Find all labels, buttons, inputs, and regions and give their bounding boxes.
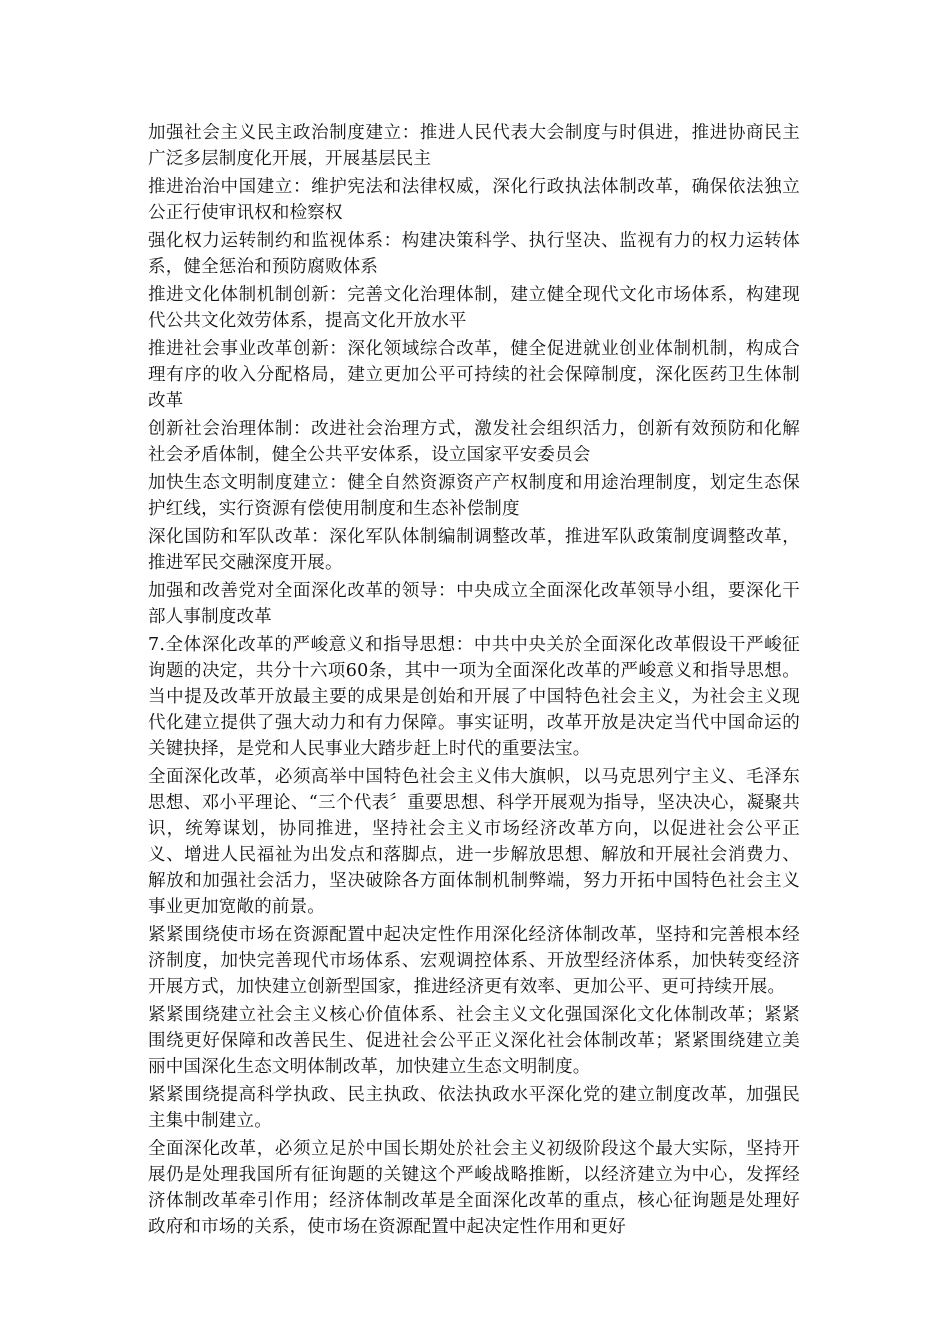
paragraph-culture: 推进文化体制机制创新：完善文化治理体制，建立健全现代文化市场体系，构建现代公共文化效劳体系，提高文化开放水平 — [148, 285, 800, 331]
paragraph-rule-of-law: 推进治治中国建立：维护宪法和法律权威，深化行政执法体制改革，确保依法独立公正行使审讯权和检察权 — [148, 177, 800, 223]
paragraph-party-leadership: 加强和改善党对全面深化改革的领导：中央成立全面深化改革领导小组，要深化干部人事制度改革 — [148, 581, 800, 627]
paragraph-democracy: 加强社会主义民主政治制度建立：推进人民代表大会制度与时俱进，推进协商民主广泛多层制度化开展，开展基层民主 — [148, 123, 800, 169]
paragraph-culture-social-eco: 紧紧围绕建立社会主义核心价值体系、社会主义文化强国深化文化体制改革；紧紧围绕更好保障和改善民生、促进社会公平正义深化社会体制改革；紧紧围绕建立美丽中国深化生态文明体制改革，加快建立生态文明制度。 — [148, 1005, 800, 1077]
document-body — [148, 120, 800, 1242]
paragraph-primary-stage: 全面深化改革，必须立足於中国长期处於社会主义初级阶段这个最大实际，坚持开展仍是处理我国所有征询题的关键这个严峻战略推断，以经济建立为中心，发挥经济体制改革牵引作用；经济体制改革是全面深化改革的重点，核心征询题是处理好政府和市场的关系，使市场在资源配置中起决定性作用和更好 — [148, 1139, 800, 1237]
paragraph-social-governance: 创新社会治理体制：改进社会治理方式，激发社会组织活力，创新有效预防和化解社会矛盾体制，健全公共平安体系，设立国家平安委员会 — [148, 419, 800, 465]
paragraph-deepening-reform: 全面深化改革，必须高举中国特色社会主义伟大旗帜，以马克思列宁主义、毛泽东思想、邓小平理论、“三个代表〞重要思想、科学开展观为指导，坚决决心，凝聚共识，统筹谋划，协同推进，坚持社会主义市场经济改革方向，以促进社会公平正义、增进人民福祉为出发点和落脚点，进一步解放思想、解放和开展社会消费力、解放和加强社会活力，坚决破除各方面体制机制弊端，努力开拓中国特色社会主义事业更加宽敞的前景。 — [148, 767, 800, 917]
paragraph-ecology: 加快生态文明制度建立：健全自然资源资产产权制度和用途治理制度，划定生态保护红线，实行资源有偿使用制度和生态补偿制度 — [148, 473, 800, 519]
paragraph-party-building: 紧紧围绕提高科学执政、民主执政、依法执政水平深化党的建立制度改革，加强民主集中制建立。 — [148, 1085, 800, 1131]
paragraph-section-7: 7.全体深化改革的严峻意义和指导思想：中共中央关於全面深化改革假设干严峻征询题的决定，共分十六项60条，其中一项为全面深化改革的严峻意义和指导思想。当中提及改革开放最主要的成果是创始和开展了中国特色社会主义，为社会主义现代化建立提供了强大动力和有力保障。事实证明，改革开放是决定当代中国命运的关键抉择，是党和人民事业大踏步赶上时代的重要法宝。 — [148, 635, 800, 759]
paragraph-economic-reform: 紧紧围绕使市场在资源配置中起决定性作用深化经济体制改革，坚持和完善根本经济制度，加快完善现代市场体系、宏观调控体系、开放型经济体系，加快转变经济开展方式，加快建立创新型国家，推进经济更有效率、更加公平、更可持续开展。 — [148, 925, 800, 997]
paragraph-defense: 深化国防和军队改革：深化军队体制编制调整改革，推进军队政策制度调整改革，推进军民交融深度开展。 — [148, 527, 800, 573]
paragraph-social-affairs: 推进社会事业改革创新：深化领域综合改革，健全促进就业创业体制机制，构成合理有序的收入分配格局，建立更加公平可持续的社会保障制度，深化医药卫生体制改革 — [148, 339, 800, 411]
paragraph-power-oversight: 强化权力运转制约和监视体系：构建决策科学、执行坚决、监视有力的权力运转体系，健全惩治和预防腐败体系 — [148, 231, 800, 277]
